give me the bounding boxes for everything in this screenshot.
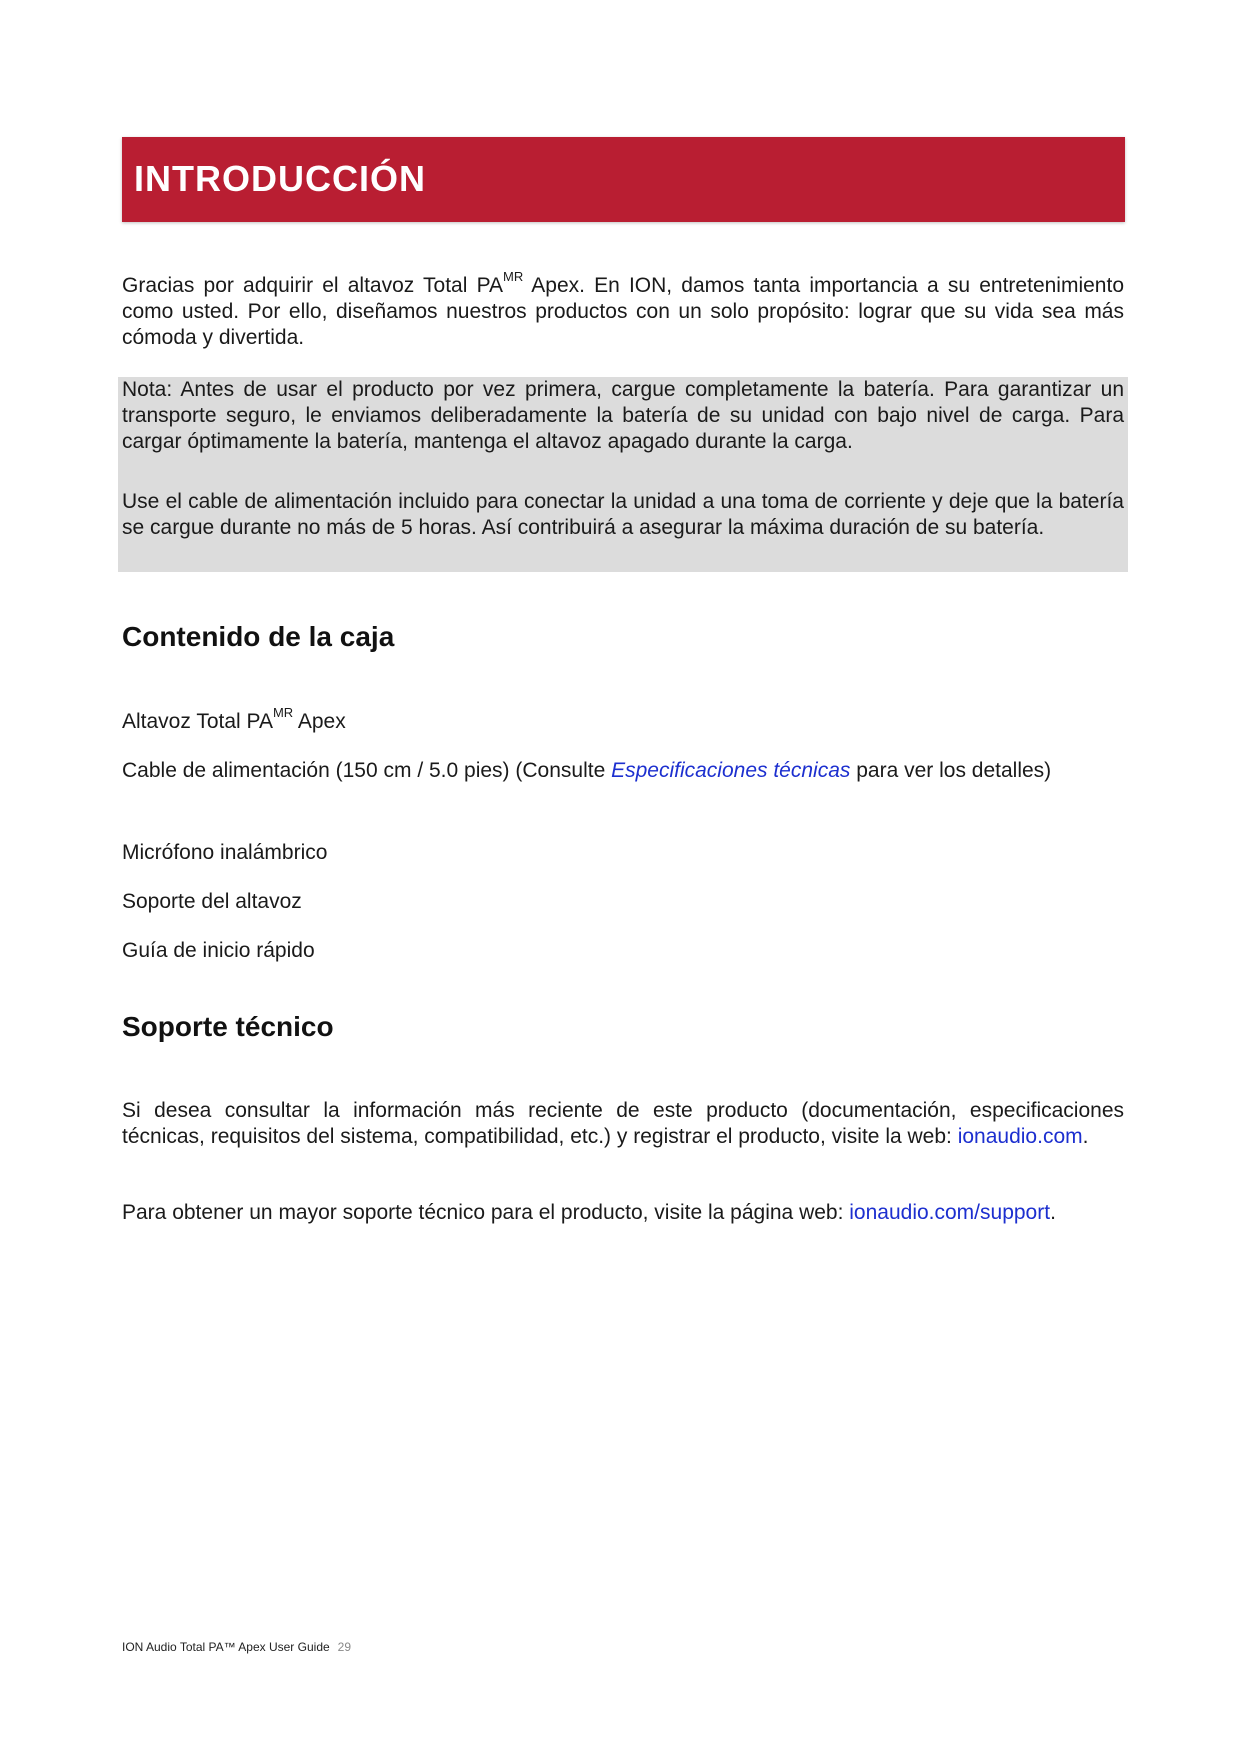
list-item-text: para ver los detalles) xyxy=(850,759,1052,782)
support-text-2-end: . xyxy=(1050,1201,1056,1224)
note-label: Nota: xyxy=(122,378,173,401)
list-item: Guía de inicio rápido xyxy=(122,939,315,962)
intro-text-start: Gracias por adquirir el altavoz Total PA xyxy=(122,274,504,297)
page-title: INTRODUCCIÓN xyxy=(134,158,426,199)
note-paragraph-1 xyxy=(122,377,1124,455)
note-paragraph-2: Use el cable de alimentación incluido para conectar la unidad a una toma de corriente y deje que la batería se cargue durante no más de 5 horas. Así contribuirá a asegurar la máxima duración de su batería. xyxy=(122,490,1124,539)
support-paragraph-1 xyxy=(122,1098,1124,1150)
list-item-text: Altavoz Total PA xyxy=(122,710,273,733)
support-paragraph-2 xyxy=(122,1200,1124,1226)
list-item-text: Apex xyxy=(293,710,346,733)
intro-text-end: Apex. En ION, damos tanta importancia a su entretenimiento como usted. Por ello, diseñamos nuestros productos con un solo propósito: lograr que su vida sea más cómoda y divertida. xyxy=(122,274,1124,349)
support-text-1: Si desea consultar la información más reciente de este producto (documentación, especificaciones técnicas, requisitos del sistema, compatibilidad, etc.) y registrar el producto, visite la web: xyxy=(122,1099,1124,1148)
page-footer xyxy=(122,1640,351,1654)
trademark-mark: MR xyxy=(272,705,294,720)
support-heading: Soporte técnico xyxy=(122,1011,334,1042)
support-text-2: Para obtener un mayor soporte técnico para el producto, visite la página web: xyxy=(122,1201,850,1224)
list-item: Soporte del altavoz xyxy=(122,890,302,913)
list-item xyxy=(122,705,1124,735)
note-text-1: Antes de usar el producto por vez primera, cargue completamente la batería. Para garantizar un transporte seguro, le enviamos deliberadamente la batería de su unidad con bajo nivel de carga. Para cargar óptimamente la batería, mantenga el altavoz apagado durante la carga. xyxy=(122,378,1124,453)
intro-paragraph xyxy=(122,269,1124,351)
support-link[interactable]: ionaudio.com/support xyxy=(849,1201,1051,1224)
support-text-1-end: . xyxy=(1082,1125,1089,1148)
trademark-mark: MR xyxy=(503,269,524,284)
title-banner xyxy=(122,137,1125,222)
list-item-text: Cable de alimentación (150 cm / 5.0 pies) (Consulte xyxy=(122,759,612,782)
specifications-link[interactable]: Especificaciones técnicas xyxy=(611,759,851,782)
list-item: Micrófono inalámbrico xyxy=(122,841,328,864)
ionaudio-link[interactable]: ionaudio.com xyxy=(957,1125,1083,1148)
list-item xyxy=(122,757,1124,784)
box-contents-heading: Contenido de la caja xyxy=(122,621,395,652)
page-number: 29 xyxy=(337,1640,352,1654)
footer-guide-title: ION Audio Total PA™ Apex User Guide xyxy=(122,1640,330,1654)
